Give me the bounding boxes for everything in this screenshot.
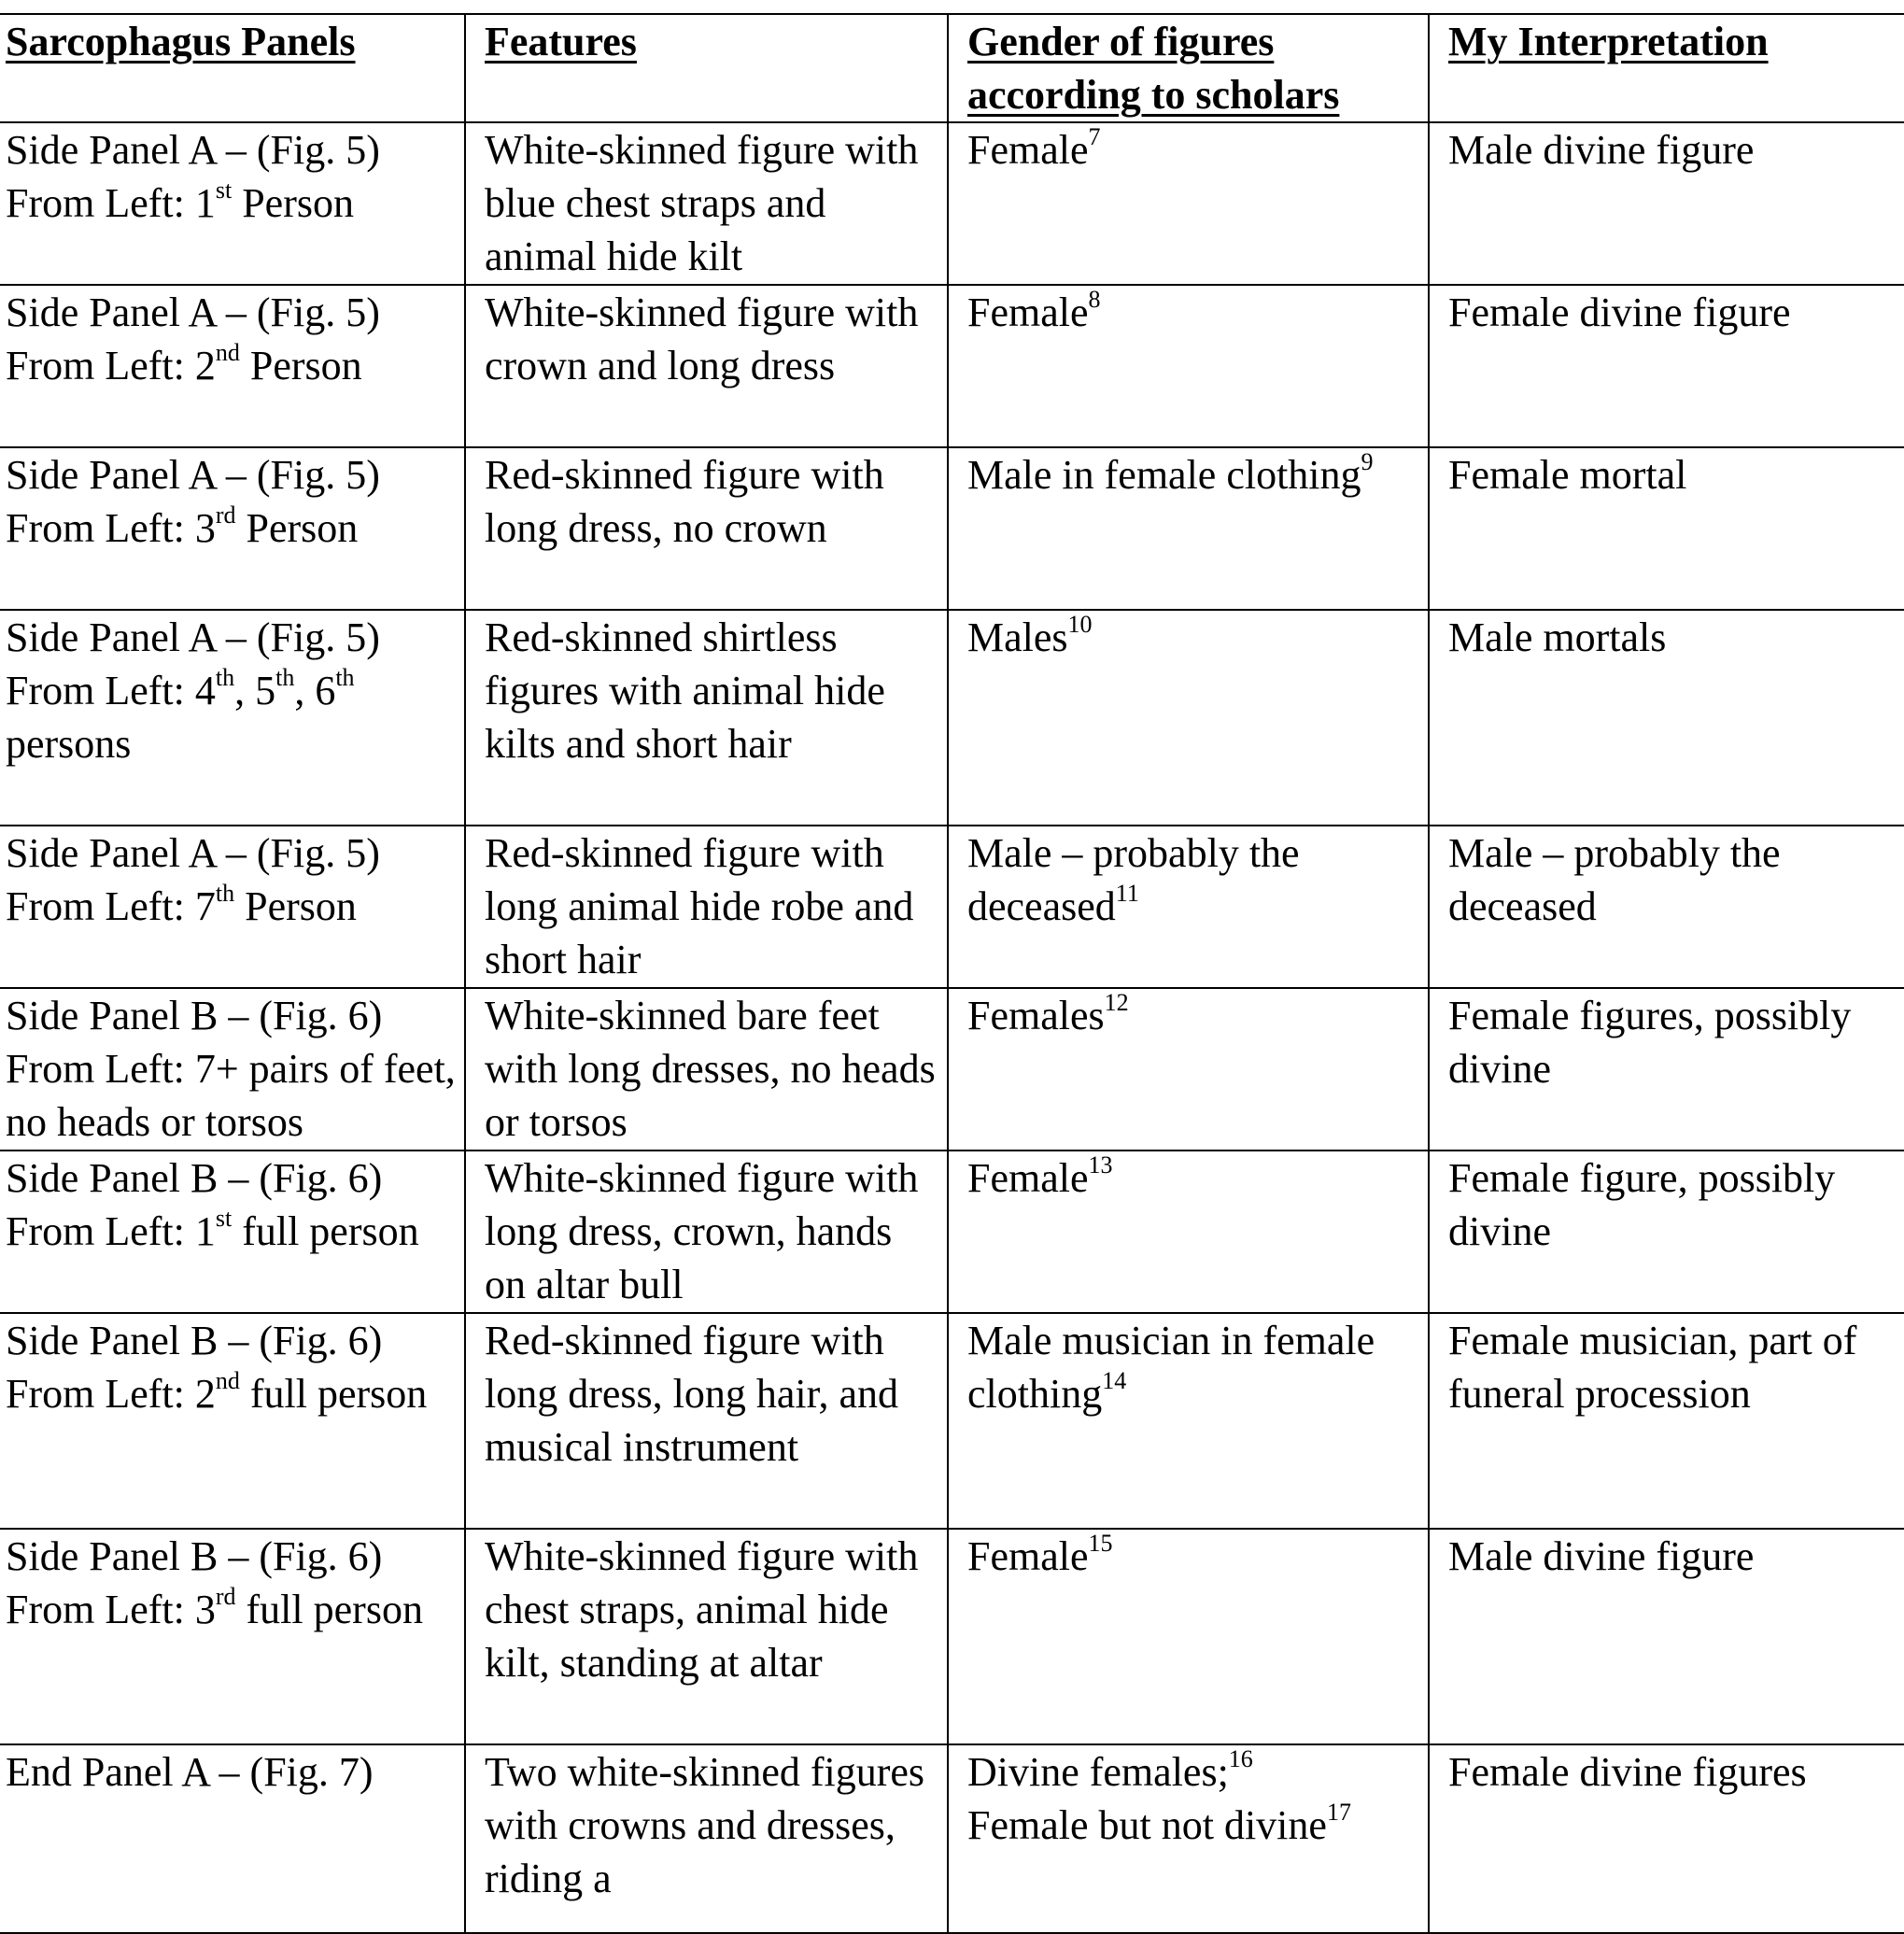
panel-cell: Side Panel B – (Fig. 6) From Left: 7+ pairs of feet, no heads or torsos — [0, 988, 465, 1151]
panel-line: Side Panel B – (Fig. 6) — [6, 1155, 383, 1201]
panel-line: Side Panel B – (Fig. 6) — [6, 1318, 383, 1363]
table-row — [0, 1151, 1904, 1313]
footnote-ref: 10 — [1067, 611, 1093, 638]
header-features: Features — [465, 14, 948, 122]
features-cell: Red-skinned figure with long dress, long hair, and musical instrument — [465, 1313, 948, 1529]
features-cell: White-skinned figure with chest straps, animal hide kilt, standing at altar — [465, 1529, 948, 1744]
interpretation-cell: Female figures, possibly divine — [1429, 988, 1904, 1151]
table-row — [0, 1313, 1904, 1529]
header-row — [0, 14, 1904, 122]
gender-cell: Male in female clothing$^9$ — [948, 447, 1429, 610]
features-cell: Red-skinned shirtless figures with animal hide kilts and short hair — [465, 610, 948, 826]
interpretation-cell: Male mortals — [1429, 610, 1904, 826]
features-cell: Two white-skinned figures with crowns and dresses, riding a — [465, 1744, 948, 1933]
footnote-ref: 17 — [1326, 1799, 1351, 1826]
gender-cell: Female$^7$ — [948, 122, 1429, 285]
footnote-ref: 16 — [1228, 1745, 1253, 1772]
panel-line: Side Panel A – (Fig. 5) — [6, 127, 380, 173]
footnote-ref: 13 — [1088, 1151, 1113, 1179]
features-cell: Red-skinned figure with long animal hide robe and short hair — [465, 826, 948, 988]
footnote-ref: 7 — [1088, 123, 1101, 150]
interpretation-cell: Female figure, possibly divine — [1429, 1151, 1904, 1313]
footnote-ref: 11 — [1115, 880, 1139, 907]
panel-line: Side Panel A – (Fig. 5) — [6, 614, 380, 660]
features-cell: Red-skinned figure with long dress, no crown — [465, 447, 948, 610]
features-cell: White-skinned figure with blue chest straps and animal hide kilt — [465, 122, 948, 285]
gender-cell: Male musician in female clothing$^{14}$ — [948, 1313, 1429, 1529]
table-row — [0, 1529, 1904, 1744]
footnote-ref: 9 — [1361, 448, 1374, 475]
table-row — [0, 122, 1904, 285]
footnote-ref: 15 — [1088, 1530, 1113, 1557]
panel-line: Side Panel B – (Fig. 6) — [6, 993, 383, 1038]
table-row — [0, 285, 1904, 447]
gender-cell: Female$^{13}$ — [948, 1151, 1429, 1313]
panel-cell: Side Panel A – (Fig. 5) From Left: 2nd Person — [0, 285, 465, 447]
panel-cell: Side Panel A – (Fig. 5) From Left: 1st Person — [0, 122, 465, 285]
sarcophagus-table — [0, 13, 1904, 1934]
gender-cell: Divine females;$^{16}$ Female but not divine$^{17}$ — [948, 1744, 1429, 1933]
interpretation-cell: Male divine figure — [1429, 122, 1904, 285]
header-panels: Sarcophagus Panels — [0, 14, 465, 122]
interpretation-cell: Female divine figures — [1429, 1744, 1904, 1933]
table-row — [0, 610, 1904, 826]
table-row — [0, 826, 1904, 988]
interpretation-cell: Female musician, part of funeral procession — [1429, 1313, 1904, 1529]
panel-cell: Side Panel A – (Fig. 5) From Left: 3rd Person — [0, 447, 465, 610]
header-gender: Gender of figures according to scholars — [948, 14, 1429, 122]
footnote-ref: 8 — [1088, 286, 1101, 313]
interpretation-cell: Female divine figure — [1429, 285, 1904, 447]
gender-cell: Female$^8$ — [948, 285, 1429, 447]
panel-line: End Panel A – (Fig. 7) — [6, 1749, 374, 1795]
panel-line: Side Panel A – (Fig. 5) — [6, 452, 380, 498]
panel-cell: Side Panel B – (Fig. 6) From Left: 1st full person — [0, 1151, 465, 1313]
footnote-ref: 14 — [1102, 1367, 1127, 1394]
header-interpretation: My Interpretation — [1429, 14, 1904, 122]
features-cell: White-skinned figure with crown and long dress — [465, 285, 948, 447]
panel-line: Side Panel A – (Fig. 5) — [6, 289, 380, 335]
gender-cell: Females$^{12}$ — [948, 988, 1429, 1151]
table-row — [0, 447, 1904, 610]
gender-cell: Female$^{15}$ — [948, 1529, 1429, 1744]
table-row — [0, 988, 1904, 1151]
panel-line: Side Panel B – (Fig. 6) — [6, 1533, 383, 1579]
footnote-ref: 12 — [1104, 989, 1129, 1016]
panel-cell: Side Panel A – (Fig. 5) From Left: 7th Person — [0, 826, 465, 988]
gender-cell: Males$^{10}$ — [948, 610, 1429, 826]
features-cell: White-skinned bare feet with long dresses, no heads or torsos — [465, 988, 948, 1151]
interpretation-cell: Female mortal — [1429, 447, 1904, 610]
panel-cell: Side Panel A – (Fig. 5) From Left: 4th, 5th, 6th persons — [0, 610, 465, 826]
panel-line: Side Panel A – (Fig. 5) — [6, 830, 380, 876]
features-cell: White-skinned figure with long dress, crown, hands on altar bull — [465, 1151, 948, 1313]
interpretation-cell: Male divine figure — [1429, 1529, 1904, 1744]
panel-cell: Side Panel B – (Fig. 6) From Left: 2nd full person — [0, 1313, 465, 1529]
panel-cell: Side Panel B – (Fig. 6) From Left: 3rd full person — [0, 1529, 465, 1744]
interpretation-cell: Male – probably the deceased — [1429, 826, 1904, 988]
gender-cell: Male – probably the deceased$^{11}$ — [948, 826, 1429, 988]
